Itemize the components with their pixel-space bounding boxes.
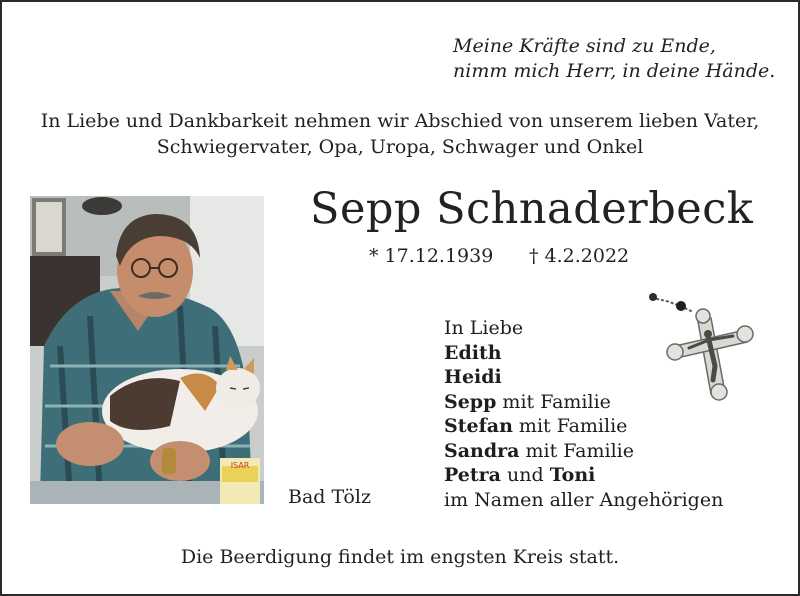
mourner-suffix: mit Familie [496, 390, 611, 413]
deceased-name: Sepp Schnaderbeck [310, 184, 754, 234]
mourner-line [444, 439, 723, 464]
mourner-suffix: mit Familie [512, 415, 628, 437]
portrait-photo-image [30, 196, 264, 504]
mourner-line [444, 463, 723, 488]
intro-line-2: Schwiegervater, Opa, Uropa, Schwager und Onkel [156, 136, 644, 158]
intro-text [0, 108, 800, 160]
portrait-photo [30, 196, 264, 504]
mourner-name: Heidi [444, 366, 502, 388]
mourners-opening: In Liebe [444, 317, 524, 339]
mourner-name: Sepp [444, 390, 497, 413]
mourner-suffix: und [500, 464, 550, 486]
mourners-closing: im Namen aller Angehörigen [444, 488, 724, 511]
mourner-name: Stefan [444, 415, 513, 437]
mourner-suffix: mit Familie [519, 439, 634, 462]
birth-date: * 17.12.1939 [369, 245, 494, 267]
mourner-name: Sandra [444, 439, 520, 462]
mourner-line [444, 414, 723, 439]
mourner-name: Petra [444, 464, 501, 486]
death-date: † 4.2.2022 [529, 245, 630, 267]
funeral-notice: Die Beerdigung findet im engsten Kreis statt. [180, 546, 620, 568]
poem-line-1: Meine Kräfte sind zu Ende, [453, 35, 716, 57]
mourners-list [444, 316, 723, 512]
poem-line-2: nimm mich Herr, in deine Hände. [453, 60, 776, 82]
mourner-name: Edith [444, 341, 502, 364]
mourner-line [444, 390, 723, 415]
intro-line-1: In Liebe und Dankbarkeit nehmen wir Abschied von unserem lieben Vater, [40, 110, 760, 132]
mourner-line [444, 341, 723, 366]
poem [453, 34, 775, 84]
photo-label: ISAR [230, 461, 250, 470]
mourner-line [444, 365, 723, 390]
mourner-name-2: Toni [549, 464, 596, 486]
place-name: Bad Tölz [288, 486, 371, 508]
